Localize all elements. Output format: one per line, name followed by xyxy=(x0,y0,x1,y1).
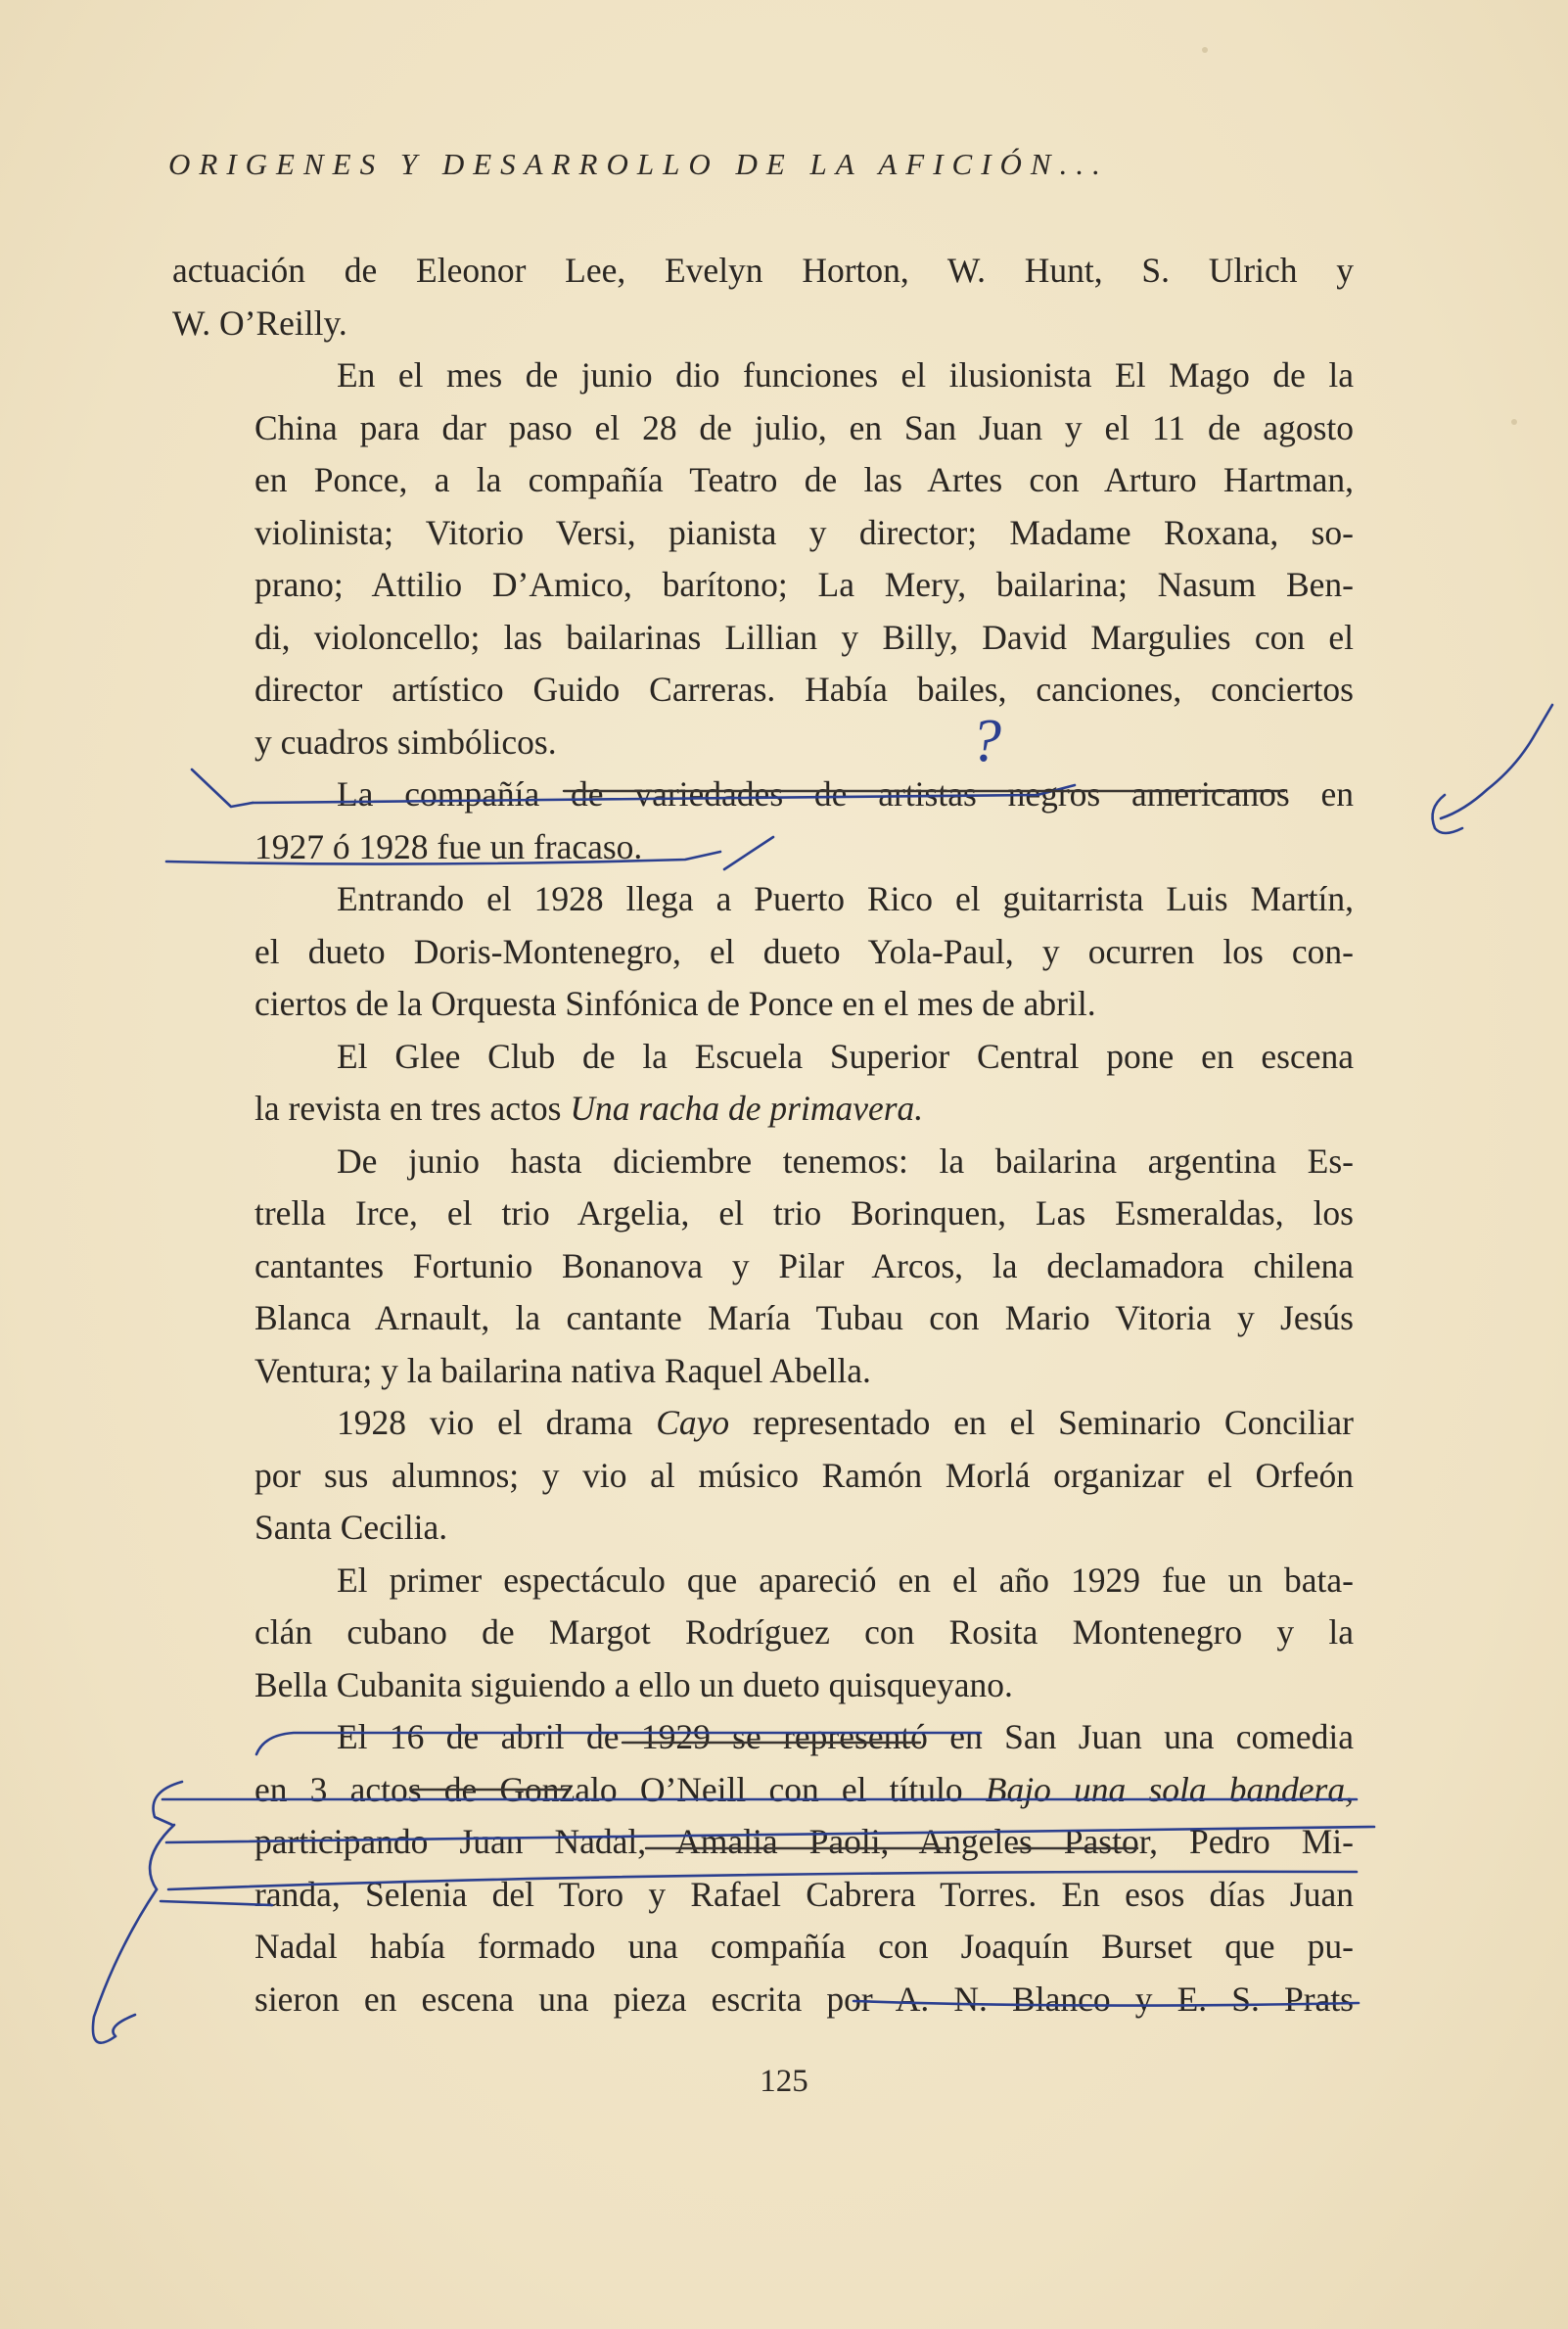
paper-speck xyxy=(1202,47,1208,53)
text-line: violinista; Vitorio Versi, pianista y director; Madame Roxana, so- xyxy=(254,512,1354,552)
text-line: Ventura; y la bailarina nativa Raquel Abella. xyxy=(254,1350,871,1390)
text-line: en 3 actos de Gonzalo O’Neill con el título Bajo una sola bandera, xyxy=(254,1769,1354,1809)
text-line: en Ponce, a la compañía Teatro de las Artes con Arturo Hartman, xyxy=(254,460,1354,499)
paper-speck xyxy=(1511,419,1517,425)
text-line: participando Juan Nadal, Amalia Paoli, Angeles Pastor, Pedro Mi- xyxy=(254,1822,1354,1861)
paragraph xyxy=(172,245,1354,349)
text-line: El Glee Club de la Escuela Superior Central pone en escena xyxy=(337,1036,1354,1076)
text-line: la revista en tres actos Una racha de primavera. xyxy=(254,1089,924,1128)
text-line: Santa Cecilia. xyxy=(254,1508,448,1547)
text-line: China para dar paso el 28 de julio, en San Juan y el 11 de agosto xyxy=(254,407,1354,447)
text-line: director artístico Guido Carreras. Había bailes, canciones, conciertos xyxy=(254,670,1354,709)
text-line: En el mes de junio dio funciones el ilusionista El Mago de la xyxy=(337,355,1354,395)
pen-margin-bracket xyxy=(150,1825,174,1889)
italic-title: Una racha de primavera. xyxy=(570,1089,924,1128)
pen-question-mark: ? xyxy=(971,708,1001,774)
running-header: ORIGENES Y DESARROLLO DE LA AFICIÓN... xyxy=(168,147,1109,181)
pen-margin-bracket xyxy=(93,1889,157,2043)
text-line: y cuadros simbólicos. xyxy=(254,722,557,762)
text-line: Nadal había formado una compañía con Joaquín Burset que pu- xyxy=(254,1927,1354,1966)
paragraph xyxy=(172,1711,1354,2026)
text-line: por sus alumnos; y vio al músico Ramón Morlá organizar el Orfeón xyxy=(254,1455,1354,1495)
text-line: W. O’Reilly. xyxy=(172,303,347,343)
text-line: De junio hasta diciembre tenemos: la bailarina argentina Es- xyxy=(337,1141,1354,1181)
text-line: trella Irce, el trio Argelia, el trio Borinquen, Las Esmeraldas, los xyxy=(254,1193,1354,1233)
italic-title: Bajo una sola bandera, xyxy=(985,1769,1354,1809)
pen-checkmark xyxy=(1441,705,1552,818)
paragraph xyxy=(172,1555,1354,1712)
paragraph xyxy=(172,1397,1354,1555)
italic-title: Cayo xyxy=(656,1403,730,1442)
pen-checkmark xyxy=(1433,795,1462,833)
text-line: 1927 ó 1928 fue un fracaso. xyxy=(254,826,643,866)
text-line: sieron en escena una pieza escrita por A. N. Blanco y E. S. Prats xyxy=(254,1979,1354,2019)
text-line: Bella Cubanita siguiendo a ello un dueto quisqueyano. xyxy=(254,1664,1013,1704)
text-line: ciertos de la Orquesta Sinfónica de Ponce en el mes de abril. xyxy=(254,984,1096,1023)
text-line: prano; Attilio D’Amico, barítono; La Mery, bailarina; Nasum Ben- xyxy=(254,565,1354,604)
text-line: 1928 vio el drama Cayo representado en el Seminario Conciliar xyxy=(337,1403,1354,1442)
text-line: el dueto Doris-Montenegro, el dueto Yola-Paul, y ocurren los con- xyxy=(254,931,1354,971)
text-line: La compañía de variedades de artistas negros americanos en xyxy=(337,774,1354,814)
text-line: Entrando el 1928 llega a Puerto Rico el guitarrista Luis Martín, xyxy=(337,879,1354,918)
text-line: Blanca Arnault, la cantante María Tubau con Mario Vitoria y Jesús xyxy=(254,1298,1354,1337)
paragraph xyxy=(172,769,1354,873)
body-text xyxy=(172,245,1354,2026)
text-line: cantantes Fortunio Bonanova y Pilar Arcos, la declamadora chilena xyxy=(254,1245,1354,1285)
paragraph xyxy=(172,1031,1354,1136)
text-line: di, violoncello; las bailarinas Lillian y Billy, David Margulies con el xyxy=(254,617,1354,657)
text-line: randa, Selenia del Toro y Rafael Cabrera Torres. En esos días Juan xyxy=(254,1874,1354,1914)
text-line: El 16 de abril de 1929 se representó en San Juan una comedia xyxy=(337,1717,1354,1756)
text-line: actuación de Eleonor Lee, Evelyn Horton, W. Hunt, S. Ulrich y xyxy=(172,251,1354,290)
pen-margin-bracket xyxy=(114,2015,136,2036)
paragraph xyxy=(172,349,1354,769)
text-line: El primer espectáculo que apareció en el año 1929 fue un bata- xyxy=(337,1560,1354,1600)
paragraph xyxy=(172,1136,1354,1398)
page-number: 125 xyxy=(760,2064,808,2099)
text-line: clán cubano de Margot Rodríguez con Rosita Montenegro y la xyxy=(254,1612,1354,1652)
paragraph xyxy=(172,873,1354,1031)
